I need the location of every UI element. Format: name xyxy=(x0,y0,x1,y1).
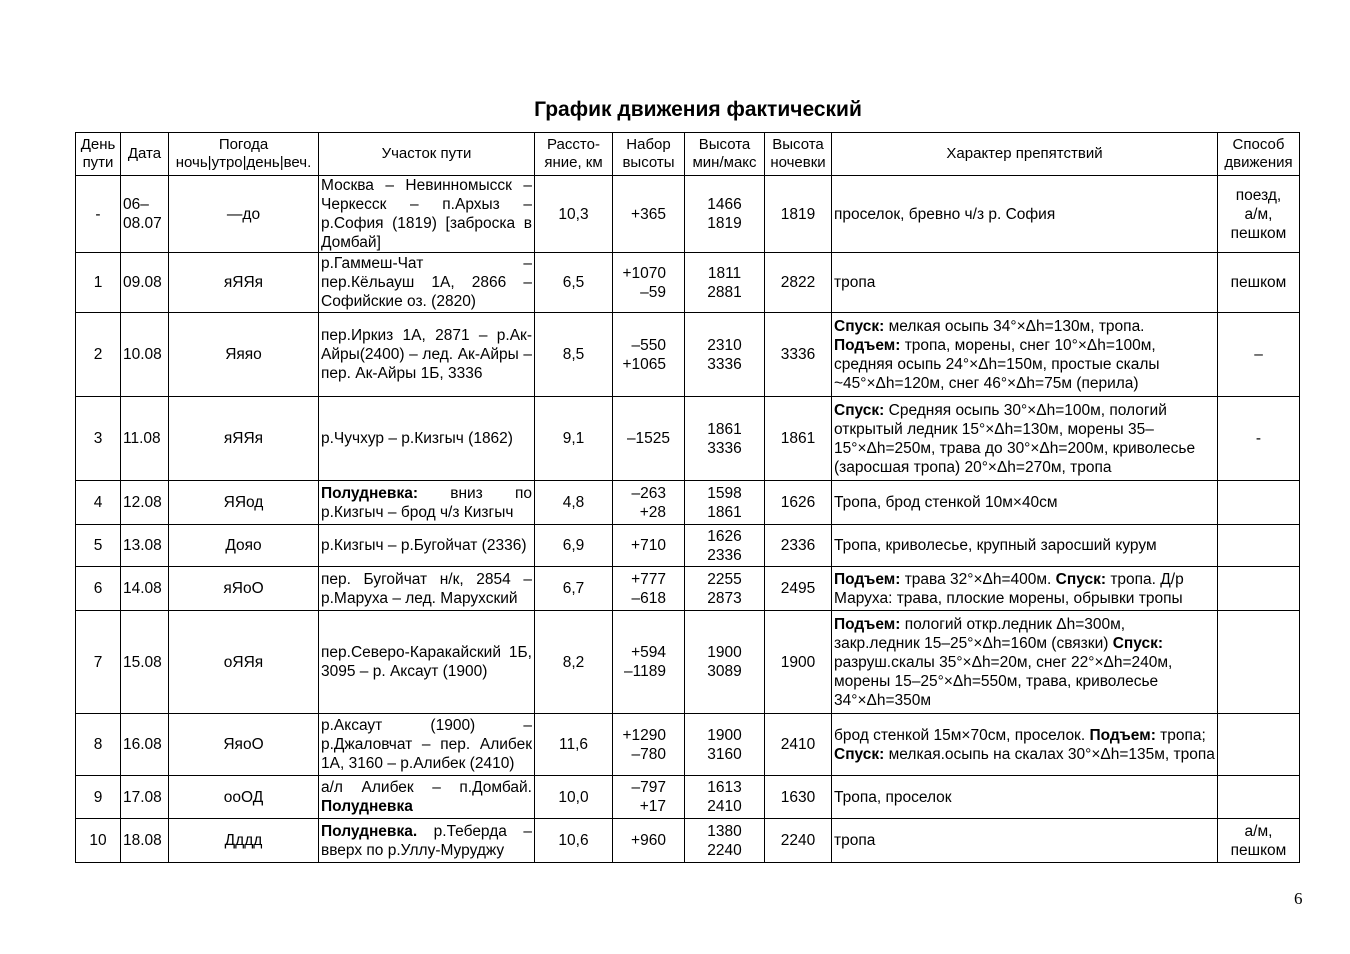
cell-method xyxy=(1218,714,1300,776)
obstacle-paragraph: Подъем: трава 32°×Δh=400м. Спуск: тропа. Д/р Маруха: трава, плоские морены, обрывки тропы xyxy=(834,570,1184,607)
cell-obstacles xyxy=(832,819,1218,863)
cell-day: 3 xyxy=(76,397,121,481)
cell-height: 1811 2881 xyxy=(685,253,765,313)
obstacle-paragraph: Спуск: мелкая осыпь 34°×Δh=130м, тропа. xyxy=(834,317,1145,335)
table-row xyxy=(76,481,1300,525)
cell-gain: –550 +1065 xyxy=(613,313,685,397)
cell-segment: р.Аксаут (1900) – р.Джаловчат – пер. Алибек 1А, 3160 – р.Алибек (2410) xyxy=(319,714,535,776)
cell-method: поезд, а/м, пешком xyxy=(1218,176,1300,253)
cell-distance: 6,9 xyxy=(535,525,613,567)
header-date: Дата xyxy=(121,133,169,176)
cell-method xyxy=(1218,481,1300,525)
cell-camp: 1819 xyxy=(765,176,832,253)
cell-weather: Яяяо xyxy=(169,313,319,397)
table-row xyxy=(76,253,1300,313)
cell-day: 2 xyxy=(76,313,121,397)
cell-gain: +365 xyxy=(613,176,685,253)
cell-date: 10.08 xyxy=(121,313,169,397)
cell-obstacles xyxy=(832,313,1218,397)
obstacle-paragraph: Тропа, криволесье, крупный заросший курум xyxy=(834,537,1157,554)
cell-camp: 1861 xyxy=(765,397,832,481)
cell-weather: яЯЯя xyxy=(169,397,319,481)
cell-camp: 2822 xyxy=(765,253,832,313)
cell-day: - xyxy=(76,176,121,253)
cell-weather: Дояо xyxy=(169,525,319,567)
header-camp: Высота ночевки xyxy=(765,133,832,176)
cell-day: 5 xyxy=(76,525,121,567)
cell-day: 8 xyxy=(76,714,121,776)
header-day: День пути xyxy=(76,133,121,176)
table-row xyxy=(76,176,1300,253)
cell-gain: +594 –1189 xyxy=(613,611,685,714)
header-segment: Участок пути xyxy=(319,133,535,176)
cell-day: 4 xyxy=(76,481,121,525)
cell-day: 7 xyxy=(76,611,121,714)
cell-weather: ЯяоО xyxy=(169,714,319,776)
cell-height: 2255 2873 xyxy=(685,567,765,611)
table-row xyxy=(76,525,1300,567)
cell-date: 09.08 xyxy=(121,253,169,313)
cell-method xyxy=(1218,567,1300,611)
table-row xyxy=(76,611,1300,714)
obstacle-paragraph: Подъем: пологий откр.ледник Δh=300м, закр.ледник 15–25°×Δh=160м (связки) Спуск: разруш.скалы 35°×Δh=20м, снег 22°×Δh=240м, морены 15–25°×Δh=550м, трава, криволесье 34°×Δh=350м xyxy=(834,615,1173,709)
cell-height: 1598 1861 xyxy=(685,481,765,525)
table-row xyxy=(76,397,1300,481)
header-gain: Набор высоты xyxy=(613,133,685,176)
cell-gain: +960 xyxy=(613,819,685,863)
cell-distance: 6,7 xyxy=(535,567,613,611)
cell-gain: –797 +17 xyxy=(613,776,685,819)
cell-camp: 1900 xyxy=(765,611,832,714)
header-distance: Рассто- яние, км xyxy=(535,133,613,176)
cell-obstacles xyxy=(832,611,1218,714)
cell-height: 1626 2336 xyxy=(685,525,765,567)
cell-method: - xyxy=(1218,397,1300,481)
table-row xyxy=(76,567,1300,611)
cell-segment: а/л Алибек – п.Домбай. Полудневка xyxy=(319,776,535,819)
cell-gain: –1525 xyxy=(613,397,685,481)
obstacle-paragraph: брод стенкой 15м×70см, проселок. Подъем: тропа; Спуск: мелкая.осыпь на скалах 30°×Δh=135м, тропа xyxy=(834,726,1215,763)
header-height: Высота мин/макс xyxy=(685,133,765,176)
table-row xyxy=(76,776,1300,819)
obstacle-paragraph: проселок, бревно ч/з р. София xyxy=(834,205,1056,223)
cell-date: 11.08 xyxy=(121,397,169,481)
page-number: 6 xyxy=(1294,889,1303,908)
cell-method xyxy=(1218,525,1300,567)
cell-method: а/м, пешком xyxy=(1218,819,1300,863)
cell-obstacles xyxy=(832,567,1218,611)
table-header-row xyxy=(76,133,1300,176)
cell-gain: +1290 –780 xyxy=(613,714,685,776)
obstacle-paragraph: Тропа, брод стенкой 10м×40см xyxy=(834,494,1058,511)
cell-segment: р.Гаммеш-Чат – пер.Кёльауш 1А, 2866 – Софийские оз. (2820) xyxy=(319,253,535,313)
cell-distance: 8,2 xyxy=(535,611,613,714)
cell-date: 18.08 xyxy=(121,819,169,863)
cell-weather: оЯЯя xyxy=(169,611,319,714)
cell-distance: 10,3 xyxy=(535,176,613,253)
cell-height: 2310 3336 xyxy=(685,313,765,397)
cell-gain: +710 xyxy=(613,525,685,567)
cell-camp: 2495 xyxy=(765,567,832,611)
cell-method xyxy=(1218,611,1300,714)
cell-gain: +777 –618 xyxy=(613,567,685,611)
cell-date: 16.08 xyxy=(121,714,169,776)
cell-method xyxy=(1218,776,1300,819)
cell-height: 1613 2410 xyxy=(685,776,765,819)
cell-method: пешком xyxy=(1218,253,1300,313)
cell-segment: Москва – Невинномысск – Черкесск – п.Архыз – р.София (1819) [заброска в Домбай] xyxy=(319,176,535,253)
cell-day: 1 xyxy=(76,253,121,313)
cell-gain: –263 +28 xyxy=(613,481,685,525)
cell-day: 9 xyxy=(76,776,121,819)
cell-distance: 9,1 xyxy=(535,397,613,481)
cell-camp: 3336 xyxy=(765,313,832,397)
cell-height: 1900 3089 xyxy=(685,611,765,714)
movement-schedule-table xyxy=(75,132,1300,863)
cell-camp: 1626 xyxy=(765,481,832,525)
page-title: График движения фактический xyxy=(534,98,862,121)
cell-obstacles xyxy=(832,714,1218,776)
cell-date: 12.08 xyxy=(121,481,169,525)
header-weather: Погода ночь|утро|день|веч. xyxy=(169,133,319,176)
cell-camp: 2410 xyxy=(765,714,832,776)
cell-weather: Дддд xyxy=(169,819,319,863)
cell-date: 06– 08.07 xyxy=(121,176,169,253)
obstacle-paragraph: Подъем: тропа, морены, снег 10°×Δh=100м, средняя осыпь 24°×Δh=150м, простые скалы ~45°×Δh=120м, снег 46°×Δh=75м (перила) xyxy=(834,336,1160,392)
cell-day: 10 xyxy=(76,819,121,863)
cell-height: 1466 1819 xyxy=(685,176,765,253)
cell-height: 1861 3336 xyxy=(685,397,765,481)
table-row xyxy=(76,714,1300,776)
header-obstacles: Характер препятствий xyxy=(832,133,1218,176)
cell-segment: р.Кизгыч – р.Бугойчат (2336) xyxy=(319,525,535,567)
cell-obstacles xyxy=(832,776,1218,819)
cell-date: 13.08 xyxy=(121,525,169,567)
cell-camp: 2240 xyxy=(765,819,832,863)
cell-height: 1380 2240 xyxy=(685,819,765,863)
cell-distance: 8,5 xyxy=(535,313,613,397)
obstacle-paragraph: Спуск: Средняя осыпь 30°×Δh=100м, пологий открытый ледник 15°×Δh=130м, морены 35–15°×Δh=250м, трава до 30°×Δh=200м, криволесье (заросшая тропа) 20°×Δh=270м, тропа xyxy=(834,401,1196,476)
cell-distance: 10,0 xyxy=(535,776,613,819)
cell-date: 14.08 xyxy=(121,567,169,611)
cell-segment: пер. Бугойчат н/к, 2854 – р.Маруха – лед. Марухский xyxy=(319,567,535,611)
cell-date: 17.08 xyxy=(121,776,169,819)
cell-segment: р.Чучхур – р.Кизгыч (1862) xyxy=(319,397,535,481)
header-method: Способ движения xyxy=(1218,133,1300,176)
cell-method: – xyxy=(1218,313,1300,397)
cell-obstacles xyxy=(832,525,1218,567)
obstacle-paragraph: тропа xyxy=(834,832,876,849)
cell-day: 6 xyxy=(76,567,121,611)
cell-segment: пер.Иркиз 1А, 2871 – р.Ак-Айры(2400) – лед. Ак-Айры – пер. Ак-Айры 1Б, 3336 xyxy=(319,313,535,397)
cell-weather: ооОД xyxy=(169,776,319,819)
cell-camp: 1630 xyxy=(765,776,832,819)
cell-obstacles xyxy=(832,397,1218,481)
cell-distance: 11,6 xyxy=(535,714,613,776)
cell-distance: 4,8 xyxy=(535,481,613,525)
cell-weather: яЯоО xyxy=(169,567,319,611)
cell-segment: Полудневка: вниз по р.Кизгыч – брод ч/з Кизгыч xyxy=(319,481,535,525)
cell-distance: 6,5 xyxy=(535,253,613,313)
cell-weather: —до xyxy=(169,176,319,253)
cell-weather: ЯЯод xyxy=(169,481,319,525)
cell-date: 15.08 xyxy=(121,611,169,714)
obstacle-paragraph: Тропа, проселок xyxy=(834,788,952,806)
obstacle-paragraph: тропа xyxy=(834,274,876,291)
cell-segment: пер.Северо-Каракайский 1Б, 3095 – р. Аксаут (1900) xyxy=(319,611,535,714)
cell-weather: яЯЯя xyxy=(169,253,319,313)
cell-height: 1900 3160 xyxy=(685,714,765,776)
table-body xyxy=(76,176,1300,863)
cell-obstacles xyxy=(832,176,1218,253)
cell-distance: 10,6 xyxy=(535,819,613,863)
cell-obstacles xyxy=(832,253,1218,313)
cell-obstacles xyxy=(832,481,1218,525)
table-row xyxy=(76,313,1300,397)
cell-camp: 2336 xyxy=(765,525,832,567)
table-row xyxy=(76,819,1300,863)
cell-segment: Полудневка. р.Теберда – вверх по р.Уллу-Муруджу xyxy=(319,819,535,863)
cell-gain: +1070 –59 xyxy=(613,253,685,313)
